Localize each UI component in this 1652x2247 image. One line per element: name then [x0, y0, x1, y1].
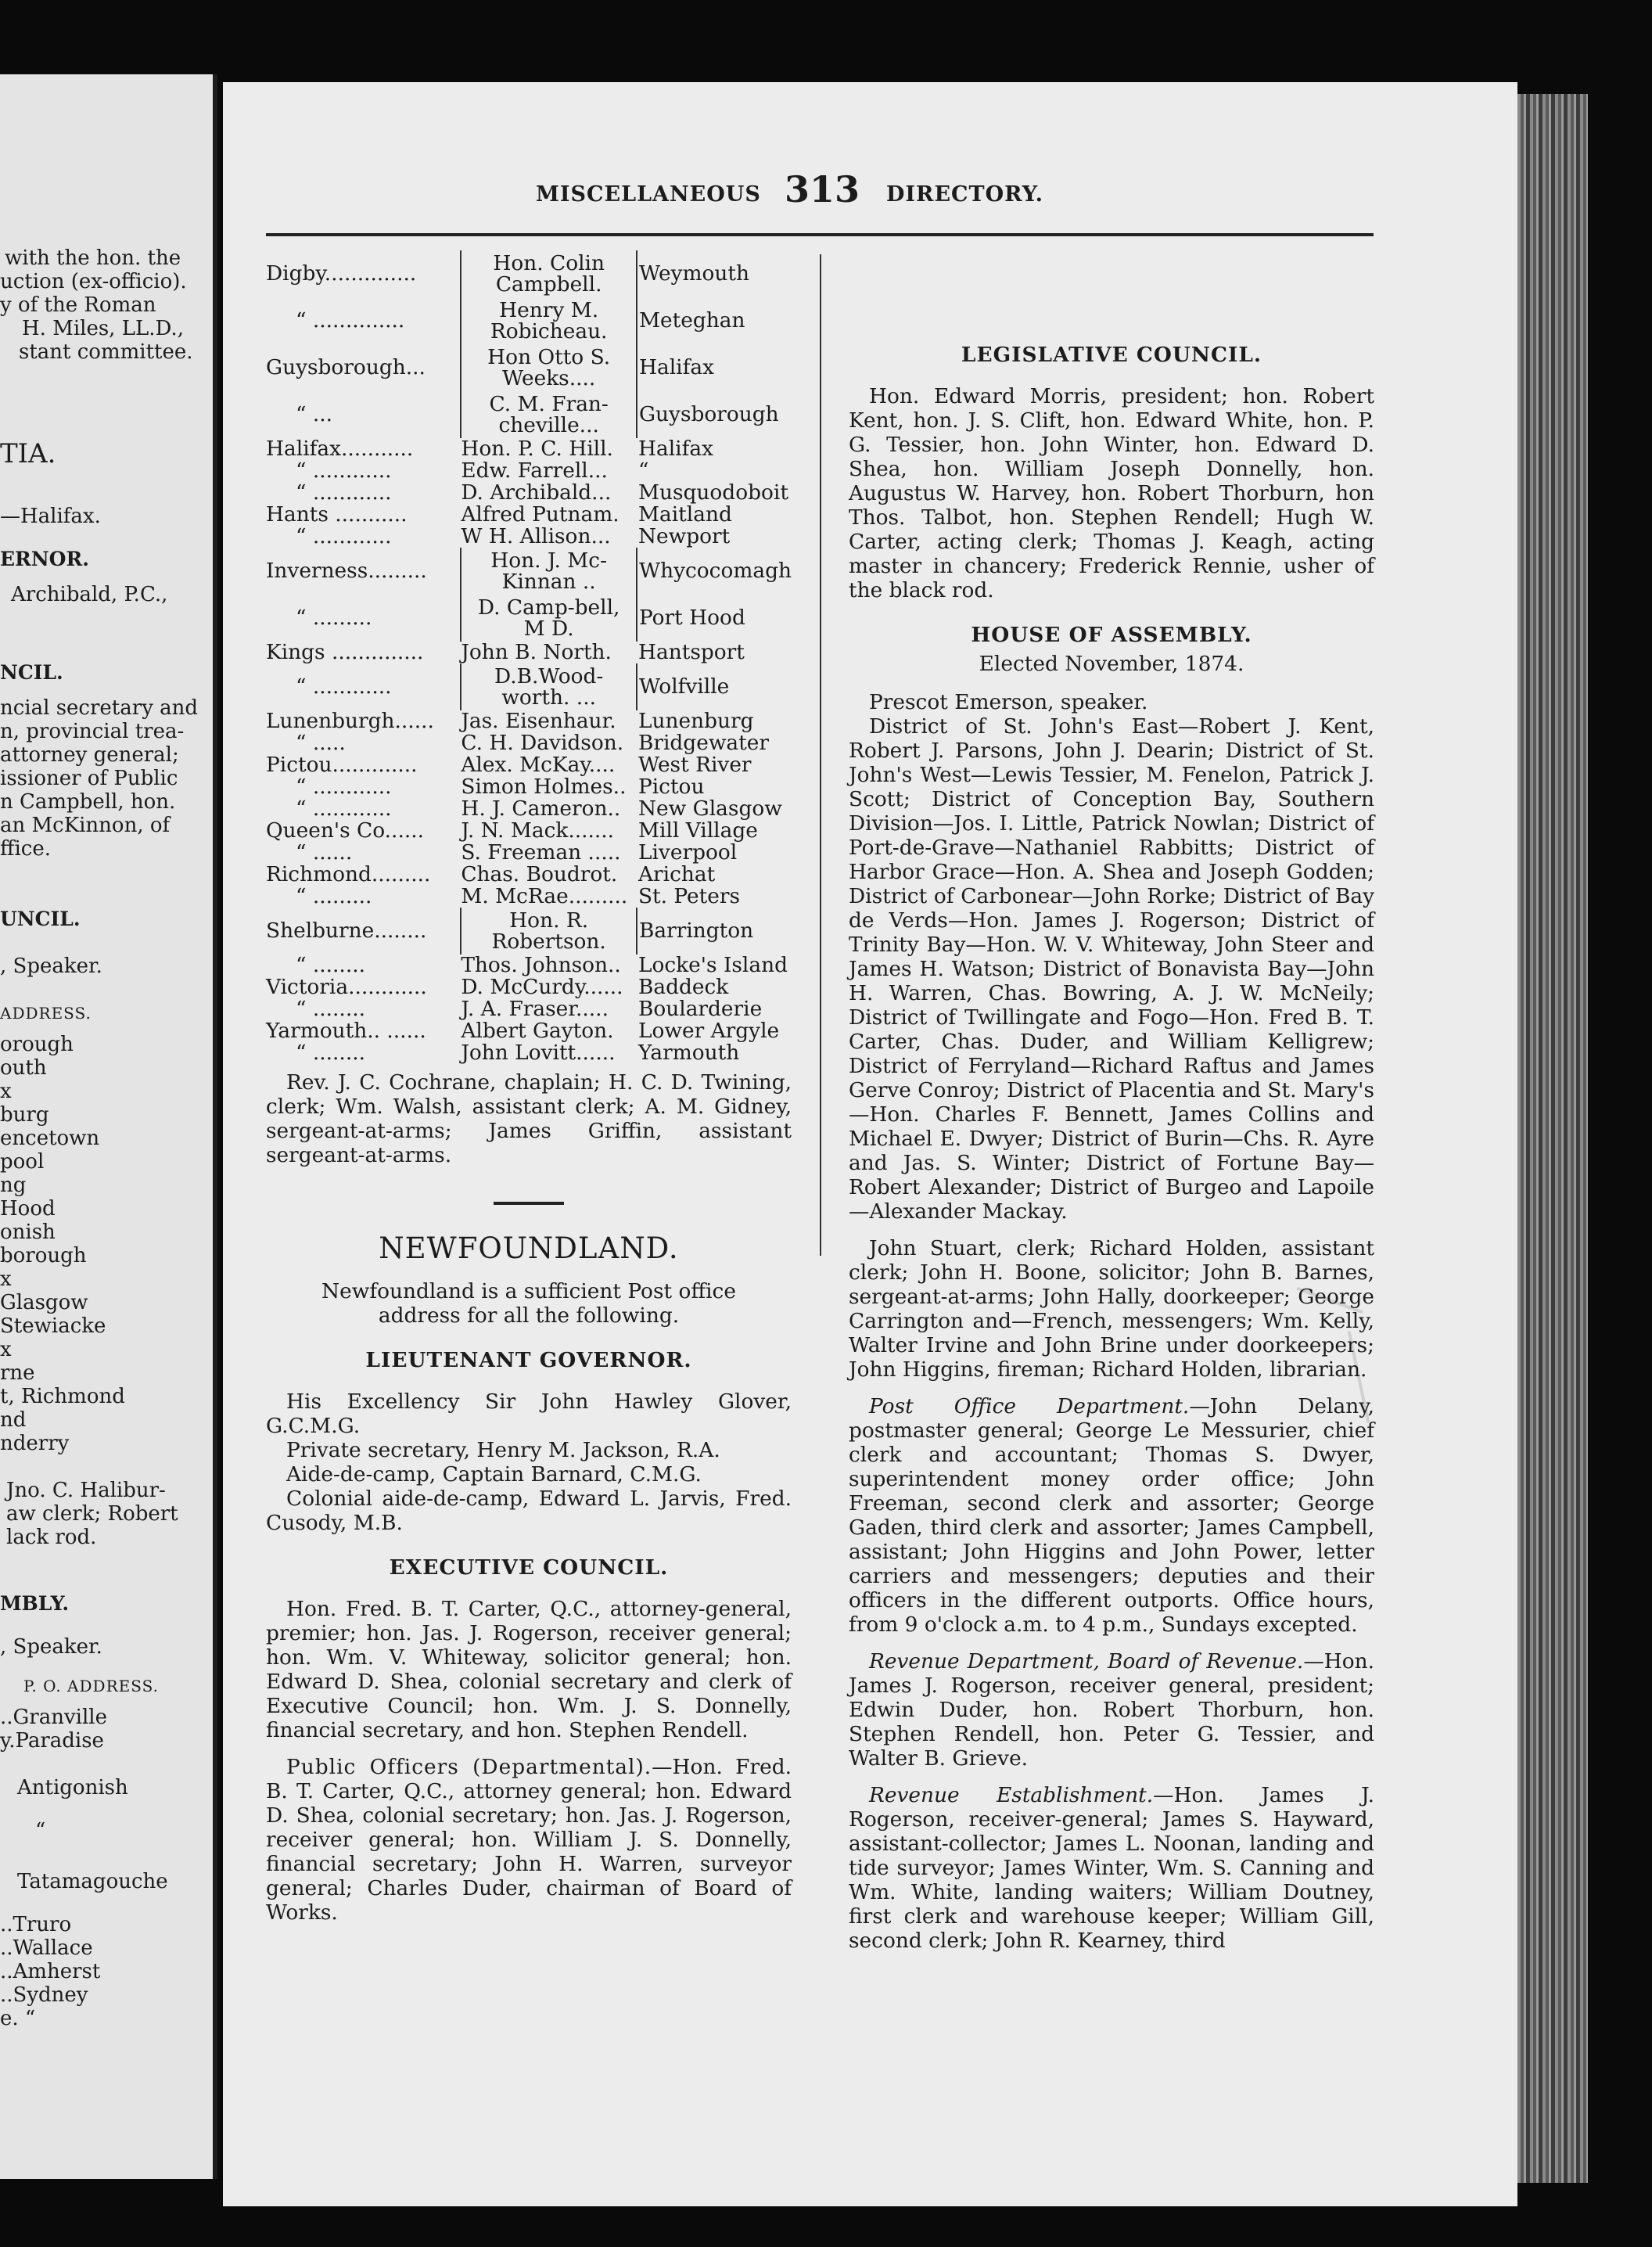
district-member: S. Freeman .....: [461, 840, 621, 865]
district-post-office: “: [637, 458, 649, 483]
facing-page-line: n Campbell, hon.: [0, 790, 176, 814]
district-county: Hants ...........: [266, 502, 408, 527]
house-members-paragraph: District of St. John's East—Robert J. Kent, Robert J. Parsons, John J. Dearin; District of St. John's West—Lewis Tessier, M. Fenelon, Patrick J. Scott; District of Conception Bay, Southern Division—Jos. I. Little, Patrick Nowlan; District of Port-de-Grave—Nathaniel Rabbitts; District of Harbor Grace—Hon. A. Shea and Joseph Godden; District of Carbonear—John Rorke; District of Bay de Verds—Hon. James J. Rogerson; District of Trinity Bay—Hon. W. V. Whiteway, John Steer and James H. Watson; District of Bonavista Bay—John H. Warren, Chas. Bowring, A. J. W. McNeily; District of Twillingate and Fogo—Hon. Fred B. T. Carter, Chas. Duder, and William Kelligrew; District of Ferryland—Richard Raftus and James Gerve Conroy; District of Placentia and St. Mary's—Hon. Charles F. Bennett, James Collins and Michael E. Dwyer; District of Burin—Chs. R. Ayre and Jas. S. Winter; District of Fortune Bay—Robert Alexander; District of Burgeo and Lapoile—Alexander Mackay.: [849, 714, 1374, 1224]
district-county: Victoria............: [266, 975, 427, 999]
district-county: “ ............: [296, 524, 392, 548]
legislative-council-heading: LEGISLATIVE COUNCIL.: [961, 343, 1262, 367]
district-member: Edw. Farrell...: [461, 458, 608, 483]
district-row: [266, 250, 792, 297]
executive-council-heading: EXECUTIVE COUNCIL.: [389, 1555, 669, 1580]
district-post-office: Barrington: [638, 919, 754, 943]
district-county: “ ........: [296, 997, 365, 1021]
facing-page-line: ..Sydney: [0, 1983, 88, 2007]
district-post-office: Halifax: [637, 437, 713, 461]
section-divider: [494, 1202, 564, 1205]
facing-page-fragment: [0, 74, 217, 2179]
facing-page-line: outh: [0, 1056, 47, 1080]
running-head: [536, 168, 1083, 215]
facing-page-line: ncial secretary and: [0, 696, 199, 720]
district-post-office: Whycocomagh: [638, 559, 792, 583]
district-row: [266, 391, 792, 438]
facing-page-line: Antigonish: [17, 1776, 128, 1799]
facing-page-line: aw clerk; Robert: [6, 1502, 178, 1526]
district-post-office: Arichat: [637, 862, 716, 886]
lt-gov-line: Aide-de-camp, Captain Barnard, C.M.G.: [286, 1462, 702, 1487]
district-post-office: New Glasgow: [637, 796, 782, 821]
district-member: Hon. Colin Campbell.: [461, 250, 637, 297]
district-member: Simon Holmes..: [461, 775, 627, 799]
facing-page-line: Jno. C. Halibur-: [6, 1479, 166, 1502]
district-member: D. Camp-bell, M D.: [461, 595, 637, 642]
district-member: C. M. Fran-cheville...: [461, 391, 637, 438]
facing-page-line: burg: [0, 1103, 49, 1127]
district-row: [266, 710, 792, 732]
facing-page-line: x: [0, 1338, 12, 1361]
district-county: “ ...: [296, 402, 333, 426]
district-post-office: Musquodoboit: [637, 480, 788, 505]
lt-gov-line: His Excellency Sir John Hawley Glover, G.C.M.G.: [266, 1390, 792, 1438]
district-row: [266, 776, 792, 798]
facing-page-line: n, provincial trea-: [0, 720, 185, 743]
page-number: 313: [785, 168, 860, 210]
district-post-office: Meteghan: [638, 308, 745, 333]
speaker-line: Prescot Emerson, speaker.: [869, 690, 1148, 714]
page-edges: [1514, 94, 1588, 2183]
facing-page-line: ..Granville: [0, 1706, 107, 1729]
revenue-establishment-label: Revenue Establishment.: [869, 1783, 1154, 1807]
facing-page-line: encetown: [0, 1127, 100, 1150]
district-post-office: Halifax: [638, 355, 714, 379]
facing-page-line: ng: [0, 1174, 27, 1197]
district-member: Hon. J. Mc-Kinnan ..: [461, 548, 637, 595]
district-row: [266, 842, 792, 864]
district-row: [266, 976, 792, 998]
facing-page-line: nderry: [0, 1432, 70, 1455]
newfoundland-intro: Newfoundland is a sufficient Post office address for all the following.: [321, 1279, 736, 1328]
facing-page-line: ERNOR.: [0, 548, 89, 570]
district-member: Albert Gayton.: [461, 1019, 614, 1043]
facing-page-line: y of the Roman: [0, 293, 156, 317]
lt-gov-line: Private secretary, Henry M. Jackson, R.A.: [286, 1438, 720, 1462]
district-row: [266, 595, 792, 642]
facing-page-line: rne: [0, 1361, 35, 1385]
district-row: [266, 663, 792, 710]
facing-page-line: uction (ex-officio).: [0, 270, 187, 293]
district-post-office: Weymouth: [638, 261, 749, 286]
district-county: Halifax...........: [266, 437, 414, 461]
district-county: “ .........: [296, 606, 372, 630]
district-member: Hon. P. C. Hill.: [461, 437, 613, 461]
facing-page-line: borough: [0, 1244, 87, 1267]
district-member: Hon. R. Robertson.: [461, 908, 637, 955]
district-county: Inverness.........: [266, 559, 427, 583]
district-post-office: Liverpool: [637, 840, 738, 865]
facing-page-line: Archibald, P.C.,: [11, 583, 168, 606]
facing-page-line: ..Truro: [0, 1913, 72, 1936]
district-county: “ ............: [296, 796, 392, 821]
district-post-office: St. Peters: [637, 884, 741, 908]
district-county: “ ............: [296, 775, 392, 799]
facing-page-line: Hood: [0, 1197, 56, 1221]
facing-page-line: “: [35, 1819, 46, 1843]
district-county: Pictou.............: [266, 753, 418, 777]
district-member: Hon Otto S. Weeks....: [461, 344, 637, 391]
district-member: John Lovitt......: [461, 1041, 616, 1065]
facing-page-line: Tatamagouche: [17, 1870, 168, 1893]
facing-page-line: ffice.: [0, 837, 51, 861]
facing-page-line: e. “: [0, 2007, 36, 2030]
district-post-office: Guysborough: [638, 402, 779, 426]
right-column: [849, 249, 1374, 1953]
facing-page-line: H. Miles, LL.D.,: [22, 317, 184, 340]
district-member: C. H. Davidson.: [461, 731, 624, 755]
district-post-office: Bridgewater: [637, 731, 769, 755]
house-officers-paragraph: John Stuart, clerk; Richard Holden, assistant clerk; John H. Boone, solicitor; John B. Barnes, sergeant-at-arms; John Hally, doorkeeper; George Carrington and—French, messengers; Wm. Kelly, Walter Irvine and John Brine under doorkeepers; John Higgins, fireman; Richard Holden, librarian.: [849, 1236, 1374, 1382]
district-member: D. McCurdy......: [461, 975, 623, 999]
district-row: [266, 548, 792, 595]
district-row: [266, 998, 792, 1020]
left-column: [266, 250, 792, 1925]
facing-page-line: ..Amherst: [0, 1960, 101, 1983]
district-member: Jas. Eisenhaur.: [461, 709, 616, 733]
district-member: D. Archibald...: [461, 480, 612, 505]
district-county: “ ............: [296, 674, 392, 699]
district-row: [266, 732, 792, 754]
district-county: Shelburne........: [266, 919, 427, 943]
district-row: [266, 504, 792, 526]
district-row: [266, 526, 792, 548]
revenue-establishment-paragraph: [849, 1783, 1374, 1953]
facing-page-line: attorney general;: [0, 743, 179, 767]
district-row: [266, 820, 792, 842]
district-county: Digby..............: [266, 261, 417, 286]
facing-page-line: y.Paradise: [0, 1729, 104, 1753]
district-county: Richmond.........: [266, 862, 431, 886]
district-county: Lunenburgh......: [266, 709, 434, 733]
facing-page-line: Stewiacke: [0, 1314, 106, 1338]
district-row: [266, 908, 792, 955]
district-member: H. J. Cameron..: [461, 796, 621, 821]
district-post-office: Port Hood: [638, 606, 745, 630]
district-member: Alex. McKay....: [461, 753, 616, 777]
district-post-office: Hantsport: [637, 640, 745, 664]
revenue-label: Revenue Department, Board of Revenue.: [869, 1649, 1304, 1674]
district-member: D.B.Wood-worth. ...: [461, 663, 637, 710]
district-county: “ .....: [296, 731, 346, 755]
revenue-paragraph: [849, 1649, 1374, 1771]
district-post-office: Pictou: [637, 775, 705, 799]
facing-page-line: nd: [0, 1408, 27, 1432]
post-office-text: —John Delany, postmaster general; George Le Messurier, chief clerk and accountant; Thomas S. Dwyer, superintendent money order office; John Freeman, second clerk and assorter; George Gaden, third clerk and assorter; James Campbell, assistant; John Higgins and John Power, letter carriers and messengers; deputies and their officers in the different outports. Office hours, from 9 o'clock a.m. to 4 p.m., Sundays excepted.: [849, 1394, 1375, 1637]
district-county: Queen's Co......: [266, 818, 425, 843]
house-elected-date: Elected November, 1874.: [979, 652, 1244, 676]
district-row: [266, 344, 792, 391]
district-member: Chas. Boudrot.: [461, 862, 618, 886]
revenue-establishment-text: —Hon. James J. Rogerson, receiver-general; James S. Hayward, assistant-collector; James L. Noonan, landing and tide surveyor; James Winter, Wm. S. Canning and Wm. White, landing waiters; William Doutney, first clerk and warehouse keeper; William Gill, second clerk; John R. Kearney, third: [849, 1783, 1374, 1953]
district-member: John B. North.: [461, 640, 612, 664]
district-row: [266, 297, 792, 344]
district-row: [266, 886, 792, 908]
district-post-office: Mill Village: [637, 818, 758, 843]
facing-page-line: pool: [0, 1150, 45, 1174]
district-row: [266, 798, 792, 820]
district-county: Guysborough...: [266, 355, 426, 379]
district-row: [266, 438, 792, 460]
facing-page-line: lack rod.: [6, 1526, 97, 1549]
facing-page-line: UNCIL.: [0, 908, 81, 930]
district-member: M. McRae.........: [461, 884, 628, 908]
facing-page-line: t, Richmond: [0, 1385, 125, 1408]
district-member: W H. Allison...: [461, 524, 611, 548]
facing-page-line: , Speaker.: [0, 1635, 102, 1659]
district-member: Alfred Putnam.: [461, 502, 620, 527]
legislative-council-paragraph: Hon. Edward Morris, president; hon. Robert Kent, hon. J. S. Clift, hon. Edward White, hon. P. G. Tessier, hon. John Winter, hon. Edward D. Shea, hon. William Joseph Donnelly, hon. Augustus W. Harvey, hon. Robert Thorburn, hon Thos. Talbot, hon. Stephen Rendell; Hugh W. Carter, acting clerk; Thomas J. Keagh, acting master in chancery; Frederick Rennie, usher of the black rod.: [849, 384, 1374, 602]
district-row: [266, 864, 792, 886]
district-row: [266, 1020, 792, 1042]
district-post-office: Lunenburg: [637, 709, 754, 733]
district-post-office: Baddeck: [637, 975, 729, 999]
post-office-paragraph: [849, 1394, 1374, 1637]
house-of-assembly-heading: HOUSE OF ASSEMBLY.: [971, 623, 1252, 647]
facing-page-line: P. O. ADDRESS.: [23, 1677, 159, 1695]
district-county: “ ......: [296, 840, 353, 865]
district-county: Yarmouth.. ......: [266, 1019, 426, 1043]
revenue-text: —Hon. James J. Rogerson, receiver general, president; Edwin Duder, hon. Robert Thorburn, hon. Stephen Rendell, hon. Peter G. Tessier, and Walter B. Grieve.: [849, 1649, 1374, 1771]
facing-page-line: —Halifax.: [0, 505, 101, 528]
running-head-left: MISCELLANEOUS: [536, 182, 761, 207]
district-member: Thos. Johnson..: [461, 953, 621, 977]
facing-page-line: , Speaker.: [0, 955, 102, 978]
facing-page-line: Glasgow: [0, 1291, 88, 1314]
district-county: “ .........: [296, 884, 372, 908]
district-row: [266, 460, 792, 482]
district-county: “ ............: [296, 458, 392, 483]
district-post-office: West River: [637, 753, 752, 777]
facing-page-line: onish: [0, 1221, 56, 1244]
facing-page-line: ADDRESS.: [0, 1004, 92, 1023]
post-office-label: Post Office Department.: [869, 1394, 1190, 1418]
district-row: [266, 1042, 792, 1064]
district-row: [266, 482, 792, 504]
lieutenant-governor-heading: LIEUTENANT GOVERNOR.: [365, 1348, 692, 1372]
executive-council-paragraph: Hon. Fred. B. T. Carter, Q.C., attorney-general, premier; hon. Jas. J. Rogerson, receiver general; hon. Wm. V. Whiteway, solicitor general; hon. Edward D. Shea, colonial secretary and clerk of Executive Council; hon. Wm. J. S. Donnelly, financial secretary, and hon. Stephen Rendell.: [266, 1597, 792, 1742]
district-post-office: Maitland: [637, 502, 732, 527]
district-county: “ ............: [296, 480, 392, 505]
facing-page-line: an McKinnon, of: [0, 814, 171, 837]
chaplain-paragraph: Rev. J. C. Cochrane, chaplain; H. C. D. Twining, clerk; Wm. Walsh, assistant clerk; A. M. Gidney, sergeant-at-arms; James Griffin, assistant sergeant-at-arms.: [266, 1070, 792, 1167]
district-member: J. A. Fraser.....: [461, 997, 609, 1021]
facing-page-line: with the hon. the: [5, 246, 181, 270]
newfoundland-title: NEWFOUNDLAND.: [379, 1231, 679, 1265]
facing-page-line: NCIL.: [0, 661, 63, 684]
facing-page-line: issioner of Public: [0, 767, 178, 790]
column-divider: [820, 254, 821, 1256]
district-post-office: Locke's Island: [637, 953, 788, 977]
district-row: [266, 754, 792, 776]
district-member: J. N. Mack.......: [461, 818, 615, 843]
public-officers-label: Public Officers (Departmental).: [286, 1755, 652, 1779]
facing-page-line: MBLY.: [0, 1592, 70, 1615]
lt-gov-line: Colonial aide-de-camp, Edward L. Jarvis, Fred. Cusody, M.B.: [266, 1487, 792, 1535]
district-post-office: Boularderie: [637, 997, 763, 1021]
facing-page-line: ..Wallace: [0, 1936, 93, 1960]
facing-page-line: x: [0, 1080, 12, 1103]
district-post-office: Lower Argyle: [637, 1019, 780, 1043]
district-county: “ ..............: [296, 308, 405, 333]
district-post-office: Wolfville: [638, 674, 730, 699]
facing-page-line: TIA.: [0, 438, 56, 469]
district-table: [266, 250, 792, 1064]
district-county: Kings ..............: [266, 640, 424, 664]
public-officers-paragraph: [266, 1755, 792, 1925]
facing-page-line: x: [0, 1267, 12, 1291]
facing-page-line: stant committee.: [19, 340, 193, 364]
district-county: “ ........: [296, 1041, 365, 1065]
district-row: [266, 642, 792, 663]
facing-page-line: orough: [0, 1033, 74, 1056]
public-officers-text: —Hon. Fred. B. T. Carter, Q.C., attorney general; hon. Edward D. Shea, colonial secretary; hon. Jas. J. Rogerson, receiver general; hon. William J. S. Donnelly, financial secretary; John H. Warren, surveyor general; Charles Duder, chairman of Board of Works.: [266, 1755, 792, 1925]
district-post-office: Newport: [637, 524, 731, 548]
district-post-office: Yarmouth: [637, 1041, 740, 1065]
district-county: “ ........: [296, 953, 365, 977]
district-member: Henry M. Robicheau.: [461, 297, 637, 344]
header-rule: [266, 233, 1374, 236]
district-row: [266, 955, 792, 976]
running-head-right: DIRECTORY.: [886, 182, 1043, 207]
